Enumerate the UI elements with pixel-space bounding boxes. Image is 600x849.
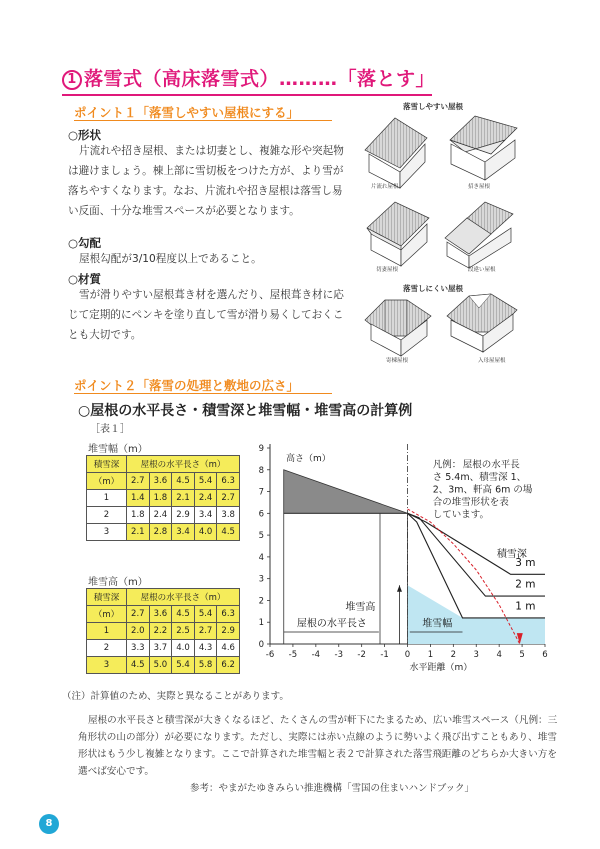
- value-cell: 4.0: [172, 640, 195, 657]
- width-length-cell: 3.6: [149, 473, 172, 490]
- x-tick-label: -6: [265, 650, 275, 660]
- height-table-label: 堆雪高（m）: [88, 577, 148, 588]
- value-cell: 2.2: [149, 623, 172, 640]
- y-axis-label: 高さ（m）: [286, 454, 331, 465]
- point1-heading: ポイント１「落雪しやすい屋根にする」: [74, 105, 300, 120]
- house-beckoning: [450, 116, 517, 180]
- value-cell: 5.8: [194, 657, 217, 674]
- depth-title: 積雪深: [496, 548, 527, 560]
- x-tick-label: -1: [380, 650, 389, 660]
- value-cell: 2.1: [127, 524, 150, 541]
- page-number: 8: [39, 814, 59, 834]
- value-cell: 4.5: [217, 524, 240, 541]
- depth-cell: 1: [87, 490, 127, 507]
- house-gable: [367, 202, 429, 266]
- height-depth-head: 積雪深: [87, 589, 127, 606]
- house-stepped: [445, 202, 513, 268]
- value-cell: 2.1: [172, 490, 195, 507]
- material-text: 雪が滑りやすい屋根葺き材を選んだり、屋根葺き材に応じて定期的にペンキを塗り直して雪が滑り易くしておくことも大切です。: [68, 289, 344, 341]
- width-depth-head: 積雪深: [87, 456, 127, 473]
- legend-line: 2、3m、軒高 6m の場: [432, 484, 533, 496]
- value-cell: 2.9: [172, 507, 195, 524]
- slope-text: 屋根勾配が3/10程度以上であること。: [79, 253, 262, 265]
- depth-label: 1 m: [515, 600, 536, 613]
- y-tick-label: 1: [258, 618, 264, 629]
- note: （注）計算値のため、実際と異なることがあります。: [62, 691, 289, 702]
- height-length-cell: 4.5: [172, 606, 195, 623]
- title-number: 1: [62, 70, 82, 90]
- legend-title: 凡例：: [432, 459, 462, 471]
- point2-underline: [74, 393, 332, 394]
- house-label-3: 切妻屋根: [376, 267, 399, 273]
- value-cell: 2.5: [172, 623, 195, 640]
- width-table: [86, 455, 240, 541]
- reference: 参考：やまがたゆきみらい推進機構「雪国の住まいハンドブック」: [190, 783, 475, 794]
- value-cell: 4.3: [194, 640, 217, 657]
- shape-heading: ○形状: [68, 128, 102, 142]
- y-tick-label: 3: [258, 574, 264, 585]
- value-cell: 2.0: [127, 623, 150, 640]
- value-cell: 2.4: [149, 507, 172, 524]
- value-cell: 6.2: [217, 657, 240, 674]
- easy-roof-caption: 落雪しやすい屋根: [403, 102, 463, 111]
- title-underline: [62, 94, 432, 96]
- pile-height-arrowhead: [397, 585, 402, 592]
- height-length-head: 屋根の水平長さ（m）: [127, 589, 240, 606]
- value-cell: 2.7: [194, 623, 217, 640]
- depth-cell: 2: [87, 507, 127, 524]
- height-length-cell: 6.3: [217, 606, 240, 623]
- table-row: [87, 507, 240, 524]
- width-table-label: 堆雪幅（m）: [88, 444, 148, 455]
- height-table: [86, 588, 240, 674]
- width-length-cell: 5.4: [194, 473, 217, 490]
- width-depth-unit: （m）: [87, 473, 127, 490]
- value-cell: 1.4: [127, 490, 150, 507]
- house-label-6: 入母屋屋根: [478, 358, 506, 364]
- value-cell: 4.5: [127, 657, 150, 674]
- y-tick-label: 8: [258, 465, 264, 476]
- roof-length-label: 屋根の水平長さ: [296, 618, 367, 630]
- house-label-4: 段違い屋根: [468, 267, 496, 273]
- value-cell: 3.8: [217, 507, 240, 524]
- y-tick-label: 4: [258, 552, 264, 563]
- value-cell: 2.4: [194, 490, 217, 507]
- value-cell: 2.8: [149, 524, 172, 541]
- y-tick-label: 0: [258, 640, 264, 650]
- house-irimoya: [447, 294, 517, 352]
- depth-label: 3 m: [515, 556, 536, 569]
- explanation-paragraph: 屋根の水平長さと積雪深が大きくなるほど、たくさんの雪が軒下にたまるため、広い堆雪スペース（凡例：三角形状の山の部分）が必要になります。ただし、実際には赤い点線のように勢いよく飛び出すこともあり、堆雪形状はもう少し複雑となります。ここで計算された堆雪幅と表２で計算された落雪飛距離のどちらか大きい方を選べば安心です。: [78, 715, 558, 777]
- x-tick-label: 4: [496, 650, 502, 660]
- x-tick-label: -2: [357, 650, 366, 660]
- material-heading: ○材質: [68, 272, 102, 286]
- height-length-cell: 3.6: [149, 606, 172, 623]
- slope-heading: ○勾配: [68, 236, 102, 250]
- calc-title: ○屋根の水平長さ・積雪深と堆雪幅・堆雪高の計算例: [78, 403, 413, 419]
- page-title: [62, 64, 435, 91]
- value-cell: 2.9: [217, 623, 240, 640]
- table-row: [87, 490, 240, 507]
- pile-width-label: 堆雪幅: [422, 618, 453, 630]
- height-length-cell: 2.7: [127, 606, 150, 623]
- y-tick-label: 5: [258, 531, 264, 542]
- depth-cell: 3: [87, 524, 127, 541]
- legend-line: 屋根の水平長: [462, 459, 520, 471]
- x-tick-label: -3: [334, 650, 343, 660]
- title-text: 落雪式（高床落雪式）………「落とす」: [84, 68, 436, 90]
- value-cell: 5.0: [149, 657, 172, 674]
- pile-height-label: 堆雪高: [345, 602, 376, 614]
- snow-pile-1m: [408, 585, 546, 644]
- point2-heading: ポイント２「落雪の処理と敷地の広さ」: [74, 378, 300, 393]
- value-cell: 3.7: [149, 640, 172, 657]
- x-axis-label: 水平距離（m）: [409, 663, 473, 673]
- value-cell: 4.6: [217, 640, 240, 657]
- value-cell: 5.4: [172, 657, 195, 674]
- hard-roof-caption: 落雪しにくい屋根: [403, 284, 463, 293]
- y-tick-label: 2: [258, 596, 264, 607]
- height-depth-unit: （m）: [87, 606, 127, 623]
- depth-label: 2 m: [515, 578, 536, 591]
- house-label-5: 寄棟屋根: [386, 358, 409, 364]
- house-label-1: 片流れ屋根: [371, 184, 399, 190]
- width-length-head: 屋根の水平長さ（m）: [127, 456, 240, 473]
- legend-line: さ 5.4m、積雪深 1、: [432, 472, 527, 484]
- depth-cell: 1: [87, 623, 127, 640]
- value-cell: 1.8: [149, 490, 172, 507]
- y-tick-label: 7: [258, 487, 264, 498]
- table-row: [87, 623, 240, 640]
- house-single-slope: [365, 118, 427, 188]
- width-length-cell: 2.7: [127, 473, 150, 490]
- height-length-cell: 5.4: [194, 606, 217, 623]
- house-label-2: 招き屋根: [468, 184, 491, 190]
- y-tick-label: 9: [258, 444, 264, 454]
- width-length-cell: 4.5: [172, 473, 195, 490]
- legend-line: 合の堆雪形状を表: [432, 497, 509, 509]
- x-tick-label: 0: [404, 650, 411, 660]
- x-tick-label: 5: [519, 650, 525, 660]
- table-row: [87, 524, 240, 541]
- table-ref: ［表１］: [90, 424, 130, 435]
- value-cell: 1.8: [127, 507, 150, 524]
- value-cell: 4.0: [194, 524, 217, 541]
- table-row: [87, 657, 240, 674]
- x-tick-label: -4: [311, 650, 321, 660]
- value-cell: 3.4: [172, 524, 195, 541]
- shape-text: 片流れや招き屋根、または切妻とし、複雑な形や突起物は避けましょう。棟上部に雪切板をつけた方が、より雪が落ちやすくなります。なお、片流れや招き屋根は落雪し易い反面、十分な堆雪スペースが必要となります。: [68, 145, 344, 217]
- point1-underline: [74, 120, 332, 121]
- value-cell: 2.7: [217, 490, 240, 507]
- x-tick-label: 6: [542, 650, 548, 660]
- value-cell: 3.3: [127, 640, 150, 657]
- x-tick-label: 3: [473, 650, 479, 660]
- house-illustrations: [355, 110, 535, 370]
- x-tick-label: 1: [427, 650, 434, 660]
- depth-cell: 2: [87, 640, 127, 657]
- roof-shape: [284, 470, 408, 514]
- legend-line: しています。: [432, 509, 489, 521]
- table-row: [87, 640, 240, 657]
- width-length-cell: 6.3: [217, 473, 240, 490]
- house-hipped: [365, 300, 431, 356]
- depth-cell: 3: [87, 657, 127, 674]
- snow-pile-diagram: [250, 438, 555, 678]
- value-cell: 3.4: [194, 507, 217, 524]
- y-tick-label: 6: [258, 509, 264, 520]
- x-tick-label: 2: [450, 650, 457, 660]
- x-tick-label: -5: [288, 650, 298, 660]
